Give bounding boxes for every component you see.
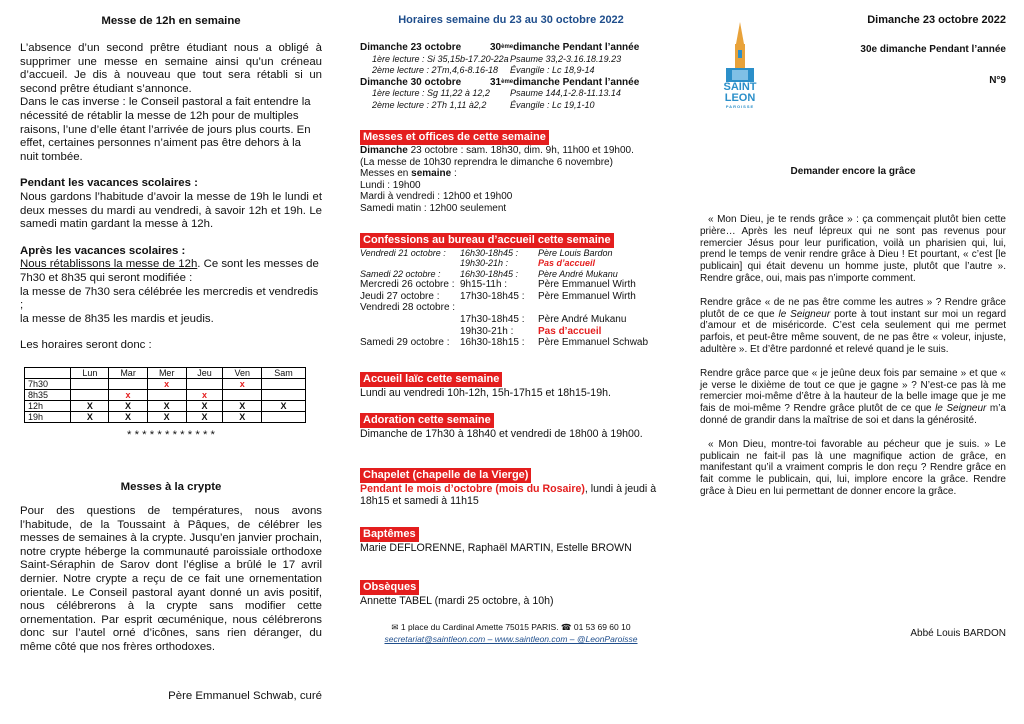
separator-stars: * * * * * * * * * * * * — [126, 428, 215, 441]
paragraph — [700, 297, 1006, 356]
conf-time: 16h30-18h45 : — [460, 268, 519, 279]
editorial-title: Demander encore la grâce — [790, 166, 916, 177]
text-line: Dimanche de 17h30 à 18h40 et vendredi de 18h00 à 19h00. — [360, 428, 643, 440]
reading-row — [360, 54, 662, 66]
table-row — [25, 378, 306, 389]
table-cell: X — [147, 400, 186, 411]
paragraph: la messe de 7h30 sera célébrée les mercredis et vendredis ; — [20, 285, 319, 312]
section-adoration — [360, 413, 662, 440]
logo-text — [718, 82, 762, 110]
list-item — [360, 291, 662, 303]
conf-day: Samedi 22 octobre : — [360, 268, 441, 279]
table-cell — [223, 389, 262, 400]
readings-block — [360, 42, 662, 112]
row-label: 12h — [25, 400, 71, 411]
sunday-name: dimanche Pendant l’année — [513, 42, 640, 53]
text: m’a donné de grandir dans la maîtrise de soi et dans la générosité. — [700, 403, 1006, 426]
section-messe-12h — [20, 42, 322, 442]
table-header-row — [25, 367, 306, 378]
confession-list — [360, 248, 662, 349]
text: , lundi à jeudi à 18h15 et samedi à 11h15 — [360, 483, 657, 508]
conf-who: Pas d’accueil — [538, 325, 602, 337]
conf-who: Père Emmanuel Schwab — [538, 337, 649, 349]
sunday-suffix: ème — [501, 44, 514, 50]
text-line: Samedi matin : 12h00 seulement — [360, 202, 507, 214]
list-item — [360, 337, 662, 349]
table-cell — [262, 378, 306, 389]
list-item — [360, 248, 662, 258]
text: Rendre grâce parce que « je jeûne deux fois par semaine » et que « je verse le dixième de tout ce que je gagne » ? N’est-ce pas là me remercier moi-même d’être à la hauteur de la belle image que je me fais de moi-même ? Rendre grâce plutôt de ce que — [700, 367, 1006, 415]
list-item — [360, 258, 662, 268]
paragraph: la messe de 8h35 les mardis et jeudis. — [20, 312, 214, 325]
text: Dimanche — [360, 145, 408, 156]
section-title-messes: Messes et offices de cette semaine — [360, 130, 549, 145]
table-cell: x — [223, 378, 262, 389]
gospel: Évangile : Lc 18,9-14 — [510, 65, 595, 76]
conf-time: 17h30-18h45 : — [460, 290, 525, 302]
logo-word: LEON — [724, 92, 756, 104]
heading-horaires: Horaires semaine du 23 au 30 octobre 2022 — [398, 14, 624, 26]
conf-day — [360, 258, 460, 268]
text-line: Lundi au vendredi 10h-12h, 15h-17h15 et 18h15-19h. — [360, 387, 611, 399]
section-title-baptemes: Baptêmes — [360, 527, 419, 542]
heading-messe-12h: Messe de 12h en semaine — [101, 15, 241, 27]
reading: 2ème lecture : 2Tm,4,6-8.16-18 — [372, 65, 499, 76]
column-right — [700, 0, 1006, 724]
section-title-chapelet: Chapelet (chapelle de la Vierge) — [360, 468, 531, 483]
reading-row — [360, 65, 662, 77]
logo-word: PAROISSE — [725, 104, 755, 109]
issue-sunday: 30e dimanche Pendant l’année — [860, 44, 1006, 55]
table-cell: x — [109, 389, 148, 400]
reading-row — [360, 88, 662, 100]
table-cell: x — [186, 389, 223, 400]
conf-who: Père Emmanuel Wirth — [538, 279, 636, 291]
paragraph: L’absence d’un second prêtre étudiant nous a obligé à supprimer une messe en semaine ainsi qu’un créneau d’accueil. Je dis à nouveau que tout sera rétabli si un second prêtre étudiant s’annonce. — [20, 42, 322, 95]
conf-time: 9h15-11h : — [460, 279, 508, 291]
paragraph: « Mon Dieu, montre-toi favorable au pécheur que je suis. » Le publicain ne fait-il pas là une magnifique action de grâce, en manifestant qu’il a vraiment compris le don reçu ? Rendre grâce en fait comme le publicain, qui, lui, implore encore la grâce. Rendre grâce à Dieu en lui permettant de donner encore la grâce. — [700, 438, 1006, 497]
row-label: 8h35 — [25, 389, 71, 400]
sunday-number: 31 — [490, 76, 502, 88]
text-line — [360, 145, 662, 157]
table-cell: X — [186, 411, 223, 422]
text: Rendre grâce « de ne pas être comme les autres » ? Rendre grâce plutôt de ce que — [700, 296, 1006, 320]
table-cell — [71, 378, 109, 389]
list-item — [360, 279, 662, 291]
table-cell — [109, 378, 148, 389]
table-header: Lun — [71, 367, 109, 378]
section-title-obseques: Obsèques — [360, 580, 419, 595]
section-title-accueil: Accueil laïc cette semaine — [360, 372, 502, 387]
text-line: Lundi : 19h00 — [360, 179, 421, 191]
psalm: Psaume 33,2-3.16.18.19.23 — [510, 53, 622, 64]
underlined-text: Nous rétablissons la messe de 12h — [20, 258, 198, 271]
address: ✉ 1 place du Cardinal Amette 75015 PARIS. ☎ 01 53 69 60 10 — [391, 622, 631, 632]
table-header: Ven — [223, 367, 262, 378]
paragraph: Nous gardons l’habitude d’avoir la messe de 19h le lundi et deux messes du mardi au vendredi, à savoir 12h et 19h. Le samedi matin gardant la messe à 12h. — [20, 190, 322, 231]
table-cell — [71, 389, 109, 400]
text-line: (La messe de 10h30 reprendra le dimanche 6 novembre) — [360, 156, 613, 168]
text: porte à tout instant sur moi un regard d’amour et de miséricorde. C’est cela seulement qui me permet parfois, et peut-être même souvent, de ne pas être « voleur, injuste, adultère ». Et d’être pardonné et relevé quand je le suis. — [700, 308, 1006, 355]
table-header: Mer — [147, 367, 186, 378]
sunday-number: 30 — [490, 42, 502, 53]
text-italic: le Seigneur — [935, 403, 987, 415]
paragraph — [700, 368, 1006, 427]
list-item — [360, 269, 662, 279]
conf-who: Pas d’accueil — [538, 258, 596, 269]
table-cell — [262, 411, 306, 422]
table-cell — [147, 389, 186, 400]
conf-day — [360, 314, 460, 326]
text-line: Annette TABEL (mardi 25 octobre, à 10h) — [360, 595, 554, 607]
text-line — [360, 483, 662, 508]
reading: 2ème lecture : 2Th 1,11 à2,2 — [372, 99, 487, 110]
conf-time: 16h30-18h45 : — [460, 248, 519, 258]
text: Messes en — [360, 168, 412, 180]
table-cell: X — [223, 411, 262, 422]
text: semaine — [411, 168, 452, 180]
editorial-body — [700, 214, 1006, 498]
signature: Père Emmanuel Schwab, curé — [168, 690, 322, 702]
column-left — [20, 0, 322, 724]
conf-who: Père André Mukanu — [538, 314, 627, 325]
sunday-name: dimanche Pendant l’année — [513, 76, 640, 88]
table-cell — [186, 378, 223, 389]
issue-number: N°9 — [989, 75, 1006, 86]
paragraph-crypte: Pour des questions de températures, nous avons l’habitude, de la Toussaint à Pâques, de célébrer les messes de semaines à la crypte. Jusqu’en janvier prochain, notre crypte héberge la communauté paroissiale orthodoxe Saint-Séraphin de Sarov dont l’église a brûlé le 17 avril dernier. Notre crypte a reçu de ce fait une ornementation orientale. Le Conseil pastoral ayant donné un avis positif, nous célébrerons à la crypte sans modifier cette ornementation. Par esprit œcuménique, nous célébrerons donc sur l’autel orné d’icônes, sans rien déranger, du même côté que nos frères orthodoxes. — [20, 505, 322, 653]
row-label: 19h — [25, 411, 71, 422]
text: 23 octobre : sam. 18h30, dim. 9h, 11h00 et 19h00. — [407, 145, 634, 156]
table-cell: X — [186, 400, 223, 411]
conf-day: Samedi 29 octobre : — [360, 337, 450, 349]
table-row — [25, 400, 306, 411]
gospel: Évangile : Lc 19,1-10 — [510, 99, 595, 110]
conf-who: Père Louis Bardon — [538, 248, 613, 258]
conf-day: Vendredi 21 octobre : — [360, 248, 446, 258]
text-line: Marie DEFLORENNE, Raphaël MARTIN, Estelle BROWN — [360, 542, 632, 554]
conf-day: Vendredi 28 octobre : — [360, 302, 456, 314]
conf-day: Jeudi 27 octobre : — [360, 290, 440, 302]
subheading-apres-vacances: Après les vacances scolaires : — [20, 244, 186, 257]
list-item — [360, 302, 662, 314]
section-title-adoration: Adoration cette semaine — [360, 413, 494, 428]
conf-day — [360, 326, 460, 338]
psalm: Psaume 144,1-2.8-11.13.14 — [510, 88, 621, 99]
text: Pendant le mois d’octobre (mois du Rosaire) — [360, 483, 585, 495]
signature: Abbé Louis BARDON — [910, 628, 1006, 639]
conf-time: 19h30-21h : — [460, 325, 514, 337]
table-cell: X — [71, 400, 109, 411]
table-cell: X — [223, 400, 262, 411]
section-chapelet — [360, 468, 662, 508]
table-header: Jeu — [186, 367, 223, 378]
table-cell: X — [262, 400, 306, 411]
table-row — [25, 389, 306, 400]
column-middle — [360, 0, 662, 724]
schedule-table — [24, 367, 306, 423]
sunday-row — [360, 77, 662, 89]
table-cell: X — [71, 411, 109, 422]
sunday-row — [360, 42, 662, 54]
logo-word: SAINT — [723, 81, 757, 93]
subheading-vacances: Pendant les vacances scolaires : — [20, 177, 198, 190]
conf-time: 16h30-18h15 : — [460, 337, 525, 349]
conf-who: Père Emmanuel Wirth — [538, 290, 636, 302]
list-item — [360, 326, 662, 338]
section-messes — [360, 130, 662, 215]
conf-time: 17h30-18h45 : — [460, 314, 525, 325]
reading-row — [360, 100, 662, 112]
paragraph: « Mon Dieu, je te rends grâce » : ça commençait plutôt bien cette prière… Après les neuf lépreux qui ne sont pas revenus pour remercier Jésus pour leur purification, voilà un pharisien qui, lui, prend le temps de venir rendre grâce à Dieu ! Et pourtant, « c’est [le publicain] qui était devenu un homme juste, plutôt que l’autre ». Rendre grâce, oui, mais pas n’importe comment. — [700, 214, 1006, 284]
sunday-date: Dimanche 23 octobre — [360, 42, 462, 53]
conf-who: Père André Mukanu — [538, 268, 618, 279]
text-line — [360, 168, 662, 180]
conf-time — [460, 302, 538, 314]
text: . Ce sont les messes de 7h30 et 8h35 qui seront modifiée : — [20, 258, 319, 284]
reading: 1ère lecture : Sg 11,22 à 12,2 — [372, 88, 490, 99]
list-item — [360, 314, 662, 326]
section-confessions — [360, 233, 662, 349]
paragraph: Dans le cas inverse : le Conseil pastoral a fait entendre la nécessité de rétablir la messe de 12h pour de multiples raisons, l’une d’elle étant l’arrivée de jours plus courts. En effet, certaines personnes n’aiment pas être dehors à la nuit tombée. — [20, 96, 311, 163]
conf-day: Mercredi 26 octobre : — [360, 279, 455, 291]
text-italic: le Seigneur — [778, 308, 831, 320]
table-header — [25, 367, 71, 378]
table-cell: X — [109, 411, 148, 422]
section-obseques — [360, 580, 662, 607]
reading: 1ère lecture : Si 35,15b-17.20-22a — [372, 53, 509, 64]
row-label: 7h30 — [25, 378, 71, 389]
contact-links[interactable]: secretariat@saintleon.com – www.saintleon.com – @LeonParoisse — [384, 634, 638, 644]
section-accueil — [360, 372, 662, 399]
table-row — [25, 411, 306, 422]
table-cell: x — [147, 378, 186, 389]
sunday-date: Dimanche 30 octobre — [360, 76, 462, 88]
table-cell: X — [147, 411, 186, 422]
paragraph — [20, 258, 322, 285]
conf-time: 19h30-21h : — [460, 258, 509, 269]
heading-crypte: Messes à la crypte — [120, 481, 222, 493]
sunday-suffix: ème — [501, 78, 514, 85]
text-line: Mardi à vendredi : 12h00 et 19h00 — [360, 191, 513, 203]
section-baptemes — [360, 527, 662, 554]
parish-logo — [718, 20, 762, 120]
table-header: Mar — [109, 367, 148, 378]
issue-date: Dimanche 23 octobre 2022 — [867, 14, 1006, 26]
table-cell — [262, 389, 306, 400]
table-cell: X — [109, 400, 148, 411]
paragraph: Les horaires seront donc : — [20, 339, 152, 352]
section-title-confessions: Confessions au bureau d’accueil cette semaine — [360, 233, 614, 248]
table-header: Sam — [262, 367, 306, 378]
text: : — [451, 168, 457, 180]
